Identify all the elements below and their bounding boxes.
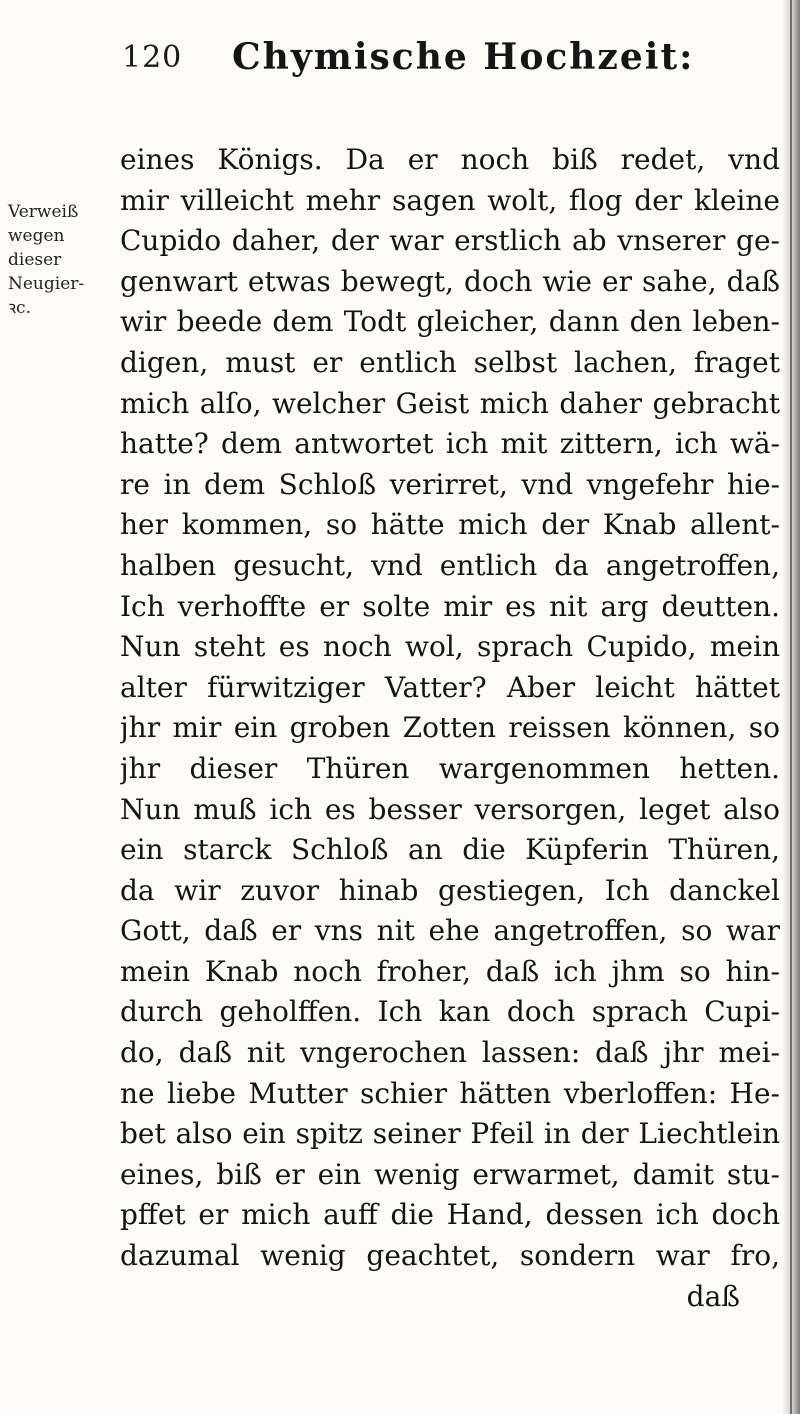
text-line: dazumal wenig geachtet, sondern war fro, bbox=[120, 1239, 780, 1273]
text-line: bet also ein spitz seiner Pfeil in der Liechtlein bbox=[120, 1117, 780, 1151]
text-line: halben gesucht, vnd entlich da angetroffen, bbox=[120, 548, 780, 582]
margin-note bbox=[8, 200, 88, 320]
text-line: Ich verhoffte er solte mir es nit arg deutten. bbox=[120, 589, 780, 623]
text-line: Cupido daher, der war erstlich ab vnserer ge- bbox=[120, 224, 780, 258]
text-line: mich alſo, welcher Geist mich daher gebracht bbox=[120, 386, 780, 420]
text-line: pffet er mich auff die Hand, dessen ich doch bbox=[120, 1198, 780, 1232]
body-text bbox=[120, 140, 780, 1317]
text-line: Nun steht es noch wol, sprach Cupido, mein bbox=[120, 630, 780, 664]
catchword: daß bbox=[686, 1279, 740, 1313]
margin-note-line: Verweiß bbox=[8, 202, 79, 222]
text-line: mir villeicht mehr sagen wolt, flog der kleine bbox=[120, 183, 780, 217]
text-line: wir beede dem Todt gleicher, dann den leben- bbox=[120, 305, 780, 339]
text-line: digen, must er entlich selbst lachen, fraget bbox=[120, 345, 780, 379]
text-line: Gott, daß er vns nit ehe angetroffen, so war bbox=[120, 914, 780, 948]
text-line: jhr dieser Thüren wargenommen hetten. bbox=[120, 751, 780, 785]
text-line: re in dem Schloß verirret, vnd vngefehr hie- bbox=[120, 467, 780, 501]
margin-note-line: dieser bbox=[8, 250, 62, 270]
text-line: jhr mir ein groben Zotten reissen können, so bbox=[120, 711, 780, 745]
page-number: 120 bbox=[122, 40, 183, 75]
running-title: Chymische Hochzeit: bbox=[232, 36, 695, 78]
margin-note-line: Neugier- bbox=[8, 274, 85, 294]
text-line: da wir zuvor hinab gestiegen, Ich danckel bbox=[120, 873, 780, 907]
text-line: alter fürwitziger Vatter? Aber leicht hättet bbox=[120, 670, 780, 704]
text-line: genwart etwas bewegt, doch wie er sahe, daß bbox=[120, 264, 780, 298]
margin-note-line: wegen bbox=[8, 226, 65, 246]
text-line: durch geholffen. Ich kan doch sprach Cupi- bbox=[120, 995, 780, 1029]
text-line: eines, biß er ein wenig erwarmet, damit stu- bbox=[120, 1157, 780, 1191]
text-line: her kommen, so hätte mich der Knab allent- bbox=[120, 508, 780, 542]
text-line: hatte? dem antwortet ich mit zittern, ich wä- bbox=[120, 427, 780, 461]
text-line: ein starck Schloß an die Küpferin Thüren, bbox=[120, 833, 780, 867]
margin-note-line: ꝛc. bbox=[8, 298, 31, 318]
text-line: Nun muß ich es besser versorgen, leget also bbox=[120, 792, 780, 826]
text-line: do, daß nit vngerochen lassen: daß jhr mei- bbox=[120, 1036, 780, 1070]
page-edge-line bbox=[790, 0, 792, 1414]
text-line: ne liebe Mutter schier hätten vberloffen: He- bbox=[120, 1076, 780, 1110]
text-line: mein Knab noch froher, daß ich jhm so hin- bbox=[120, 954, 780, 988]
text-line: eines Königs. Da er noch biß redet, vnd bbox=[120, 143, 780, 176]
